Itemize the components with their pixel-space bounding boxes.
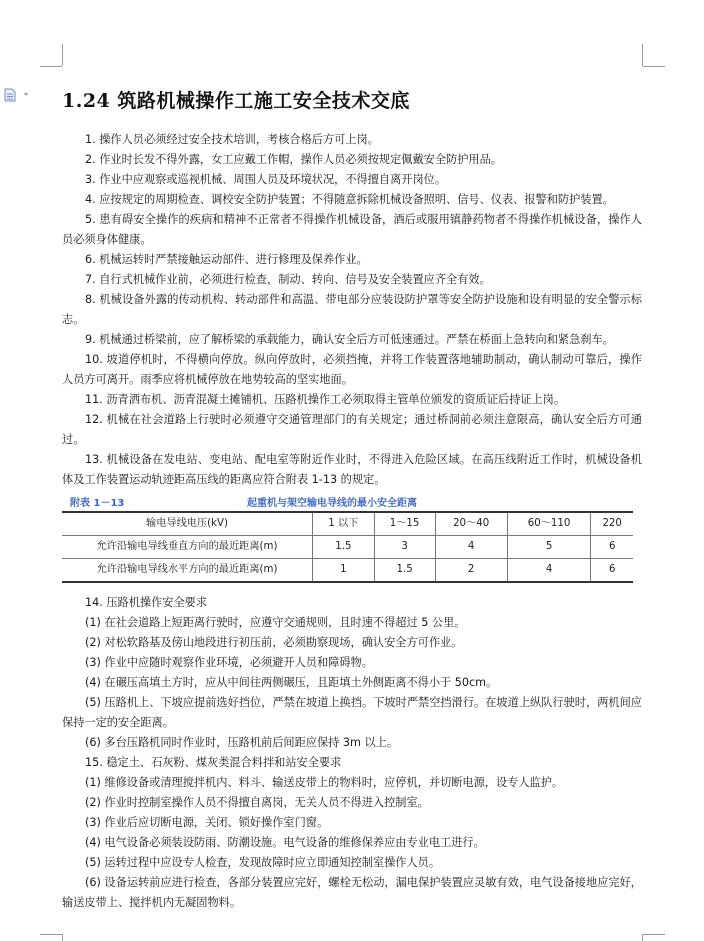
table-row (62, 559, 633, 583)
list-item: 8. 机械设备外露的传动机构、转动部件和高温、带电部分应装设防护罩等安全防护设施和设有明显的安全警示标志。 (62, 293, 642, 326)
list-item: (6) 多台压路机同时作业时，压路机前后间距应保持 3m 以上。 (85, 736, 399, 749)
table-cell: 3 (374, 536, 435, 559)
crop-mark-top-left-h (40, 66, 62, 67)
list-item: (1) 维修设备或清理搅拌机内、料斗、输送皮带上的物料时，应停机，并切断电源，设专人监护。 (85, 776, 564, 789)
crop-mark-bottom-right-v (642, 934, 643, 941)
list-item: (4) 电气设备必须装设防雨、防潮设施。电气设备的维修保养应由专业电工进行。 (85, 836, 485, 849)
table-header-row (62, 512, 633, 536)
table-header-cell: 220 (591, 512, 633, 536)
list-item: (5) 运转过程中应设专人检查，发现故障时应立即通知控制室操作人员。 (85, 856, 441, 869)
table-cell: 1 (313, 559, 375, 583)
table-cell: 允许沿输电导线水平方向的最近距离(m) (62, 559, 313, 583)
list-item: 4. 应按规定的周期检查、调校安全防护装置；不得随意拆除机械设备照明、信号、仪表、报警和防护装置。 (85, 193, 614, 206)
table-cell: 1.5 (313, 536, 375, 559)
list-item: 12. 机械在社会道路上行驶时必须遵守交通管理部门的有关规定；通过桥洞前必须注意限高，确认安全后方可通过。 (62, 413, 642, 446)
table-caption: 起重机与架空输电导线的最小安全距离 (247, 498, 417, 509)
list-item: (6) 设备运转前应进行检查，各部分装置应完好，螺栓无松动，漏电保护装置应灵敏有效，电气设备接地应完好，输送皮带上、搅拌机内无凝固物料。 (62, 876, 642, 909)
table-header-cell: 1 以下 (313, 512, 375, 536)
safety-distance-table (62, 511, 633, 583)
list-item: 9. 机械通过桥梁前，应了解桥梁的承载能力，确认安全后方可低速通过。严禁在桥面上急转向和紧急刹车。 (85, 333, 614, 346)
list-item: (5) 压路机上、下坡应提前选好挡位，严禁在坡道上换挡。下坡时严禁空挡滑行。在坡道上纵队行驶时，两机间应保持一定的安全距离。 (62, 696, 642, 729)
table-number: 附表 1－13 (70, 498, 125, 509)
page-title: 1.24 筑路机械操作工施工安全技术交底 (62, 90, 410, 112)
table-cell: 1.5 (374, 559, 435, 583)
table-cell: 6 (591, 536, 633, 559)
table-cell: 5 (507, 536, 591, 559)
list-item: (4) 在碾压高填土方时，应从中间往两侧碾压，且距填土外侧距离不得小于 50cm。 (85, 676, 498, 689)
list-item: 11. 沥青洒布机、沥青混凝土摊铺机、压路机操作工必须取得主管单位颁发的资质证后持证上岗。 (85, 393, 566, 406)
crop-mark-bottom-left-v (62, 934, 63, 941)
list-item: (3) 作业中应随时观察作业环境，必须避开人员和障碍物。 (85, 656, 373, 669)
table-cell: 2 (435, 559, 507, 583)
crop-mark-bottom-left-h (40, 934, 62, 935)
list-item: (1) 在社会道路上短距离行驶时，应遵守交通规则，且时速不得超过 5 公里。 (85, 616, 466, 629)
crop-mark-top-right-h (643, 66, 665, 67)
list-item: 2. 作业时长发不得外露，女工应戴工作帽，操作人员必须按规定佩戴安全防护用品。 (85, 153, 502, 166)
crop-mark-top-right-v (642, 44, 643, 66)
table-cell: 允许沿输电导线垂直方向的最近距离(m) (62, 536, 313, 559)
crop-mark-top-left-v (62, 44, 63, 66)
table-header-cell: 输电导线电压(kV) (62, 512, 313, 536)
crop-mark-bottom-right-h (643, 934, 665, 935)
list-item: 10. 坡道停机时，不得横向停放。纵向停放时，必须挡掩，并将工作装置落地辅助制动，确认制动可靠后，操作人员方可离开。雨季应将机械停放在地势较高的坚实地面。 (62, 353, 642, 386)
document-outline-icon[interactable] (4, 88, 30, 102)
list-item: 5. 患有碍安全操作的疾病和精神不正常者不得操作机械设备，酒后或服用镇静药物者不得操作机械设备，操作人员必须身体健康。 (62, 213, 642, 246)
list-item: 1. 操作人员必须经过安全技术培训，考核合格后方可上岗。 (85, 133, 379, 146)
list-item: (3) 作业后应切断电源，关闭、锁好操作室门窗。 (85, 816, 329, 829)
list-item: 15. 稳定土、石灰粉、煤灰类混合料拌和站安全要求 (85, 756, 342, 769)
list-item: 14. 压路机操作安全要求 (85, 596, 208, 609)
table-cell: 6 (608, 564, 616, 575)
table-header-cell: 1～15 (374, 512, 435, 536)
table-header-cell: 60～110 (507, 512, 591, 536)
list-item: 7. 自行式机械作业前，必须进行检查，制动、转向、信号及安全装置应齐全有效。 (85, 273, 491, 286)
list-item: 6. 机械运转时严禁接触运动部件、进行修理及保养作业。 (85, 253, 368, 266)
table-header-cell: 20～40 (435, 512, 507, 536)
table-caption-row (62, 491, 642, 511)
list-item: (2) 作业时控制室操作人员不得擅自离岗，无关人员不得进入控制室。 (85, 796, 429, 809)
list-item: (2) 对松软路基及傍山地段进行初压前，必须勘察现场，确认安全方可作业。 (85, 636, 463, 649)
list-item: 13. 机械设备在发电站、变电站、配电室等附近作业时，不得进入危险区域。在高压线附近工作时，机械设备机体及工作装置运动轨迹距高压线的距离应符合附表 1-13 的规定。 (62, 453, 642, 486)
list-item: 3. 作业中应观察或巡视机械、周围人员及环境状况，不得擅自离开岗位。 (85, 173, 447, 186)
table-row (62, 536, 633, 559)
table-cell: 4 (507, 559, 591, 583)
document-body (62, 130, 642, 913)
table-cell: 4 (435, 536, 507, 559)
